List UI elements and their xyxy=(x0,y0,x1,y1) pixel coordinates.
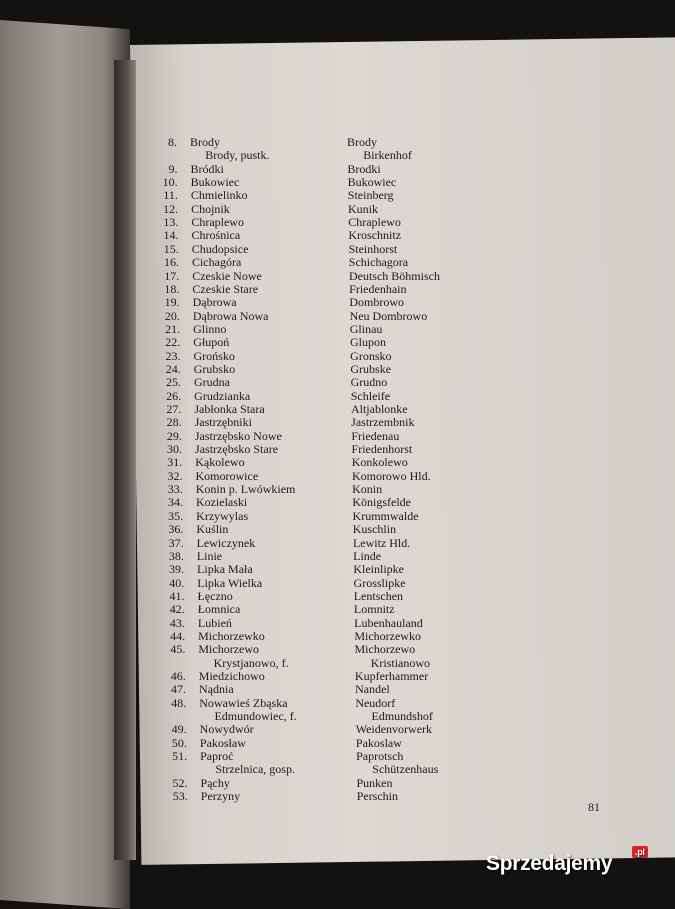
list-item xyxy=(0,215,675,229)
polish-name: Michorzewo xyxy=(198,642,260,657)
entry-number: 12. xyxy=(163,201,179,216)
entry-number: 14. xyxy=(163,228,179,243)
polish-name: Dąbrowa xyxy=(192,295,237,310)
list-item xyxy=(0,736,675,750)
polish-name: Pąchy xyxy=(200,775,230,790)
list-item xyxy=(0,429,675,443)
german-name: Friedenau xyxy=(351,428,400,443)
entry-number: 47. xyxy=(171,682,187,697)
list-item xyxy=(0,629,675,643)
polish-name: Komorowice xyxy=(195,468,259,483)
german-name: Brody xyxy=(347,135,377,149)
german-name: Altjablonke xyxy=(350,402,408,416)
entry-number: 17. xyxy=(164,268,180,283)
polish-name: Chudopsice xyxy=(191,241,249,256)
german-name: Friedenhorst xyxy=(351,442,413,457)
german-name: Kuschlin xyxy=(352,522,397,537)
german-name: Königsfelde xyxy=(352,495,411,510)
german-name: Dombrowo xyxy=(349,295,405,310)
german-name: Steinberg xyxy=(347,188,394,203)
polish-name: Chmielinko xyxy=(190,188,248,203)
watermark-text: Sprzedajemy xyxy=(486,852,613,875)
list-item xyxy=(0,776,675,790)
entry-number: 42. xyxy=(169,602,185,617)
page-number: 81 xyxy=(588,800,600,814)
entry-number: 9. xyxy=(168,161,178,176)
list-item xyxy=(0,295,675,309)
polish-name: Dąbrowa Nowa xyxy=(192,308,269,323)
german-name: Kupferhammer xyxy=(354,669,429,683)
german-name: Edmundshof xyxy=(371,709,433,724)
entry-number: 33. xyxy=(167,482,183,497)
entry-number: 22. xyxy=(165,335,181,350)
list-item xyxy=(0,309,675,323)
german-name: Lubenhauland xyxy=(354,615,423,630)
german-name: Michorzewko xyxy=(354,628,421,643)
entry-number: 35. xyxy=(168,508,184,523)
polish-name: Linie xyxy=(196,548,223,563)
list-item xyxy=(0,269,675,283)
list-item xyxy=(0,642,675,656)
german-name: Grudno xyxy=(350,375,388,390)
list-item xyxy=(0,362,675,376)
entry-number: 32. xyxy=(167,468,183,483)
polish-name: Jastrzębsko Nowe xyxy=(194,428,282,443)
polish-name: Paproć xyxy=(200,749,234,764)
list-item xyxy=(0,135,675,149)
polish-name: Kozielaski xyxy=(195,495,248,510)
german-name: Neudorf xyxy=(355,695,396,710)
entry-number: 8. xyxy=(168,135,177,149)
polish-name: Nowawieś Zbąska xyxy=(199,695,288,710)
entry-number: 40. xyxy=(169,575,185,590)
polish-name: Edmundowiec, f. xyxy=(214,709,297,724)
list-item xyxy=(0,562,675,576)
german-name: Bukowiec xyxy=(347,175,397,190)
polish-name: Chrośnica xyxy=(191,228,241,243)
polish-name: Krzywylas xyxy=(196,508,249,523)
list-item xyxy=(0,722,675,736)
german-name: Komorowo Hld. xyxy=(351,468,431,483)
german-name: Kleinlipke xyxy=(353,562,404,577)
entry-number: 38. xyxy=(168,548,184,563)
polish-name: Konin p. Lwówkiem xyxy=(195,482,296,497)
list-item xyxy=(0,469,675,483)
list-item xyxy=(0,202,675,216)
entry-number: 26. xyxy=(166,388,182,403)
entry-number: 41. xyxy=(169,588,185,603)
polish-name: Kuślin xyxy=(196,522,229,537)
german-name: Brodki xyxy=(347,161,381,176)
polish-name: Brody, pustk. xyxy=(205,148,270,163)
german-name: Friedenhain xyxy=(349,281,407,296)
list-item xyxy=(0,656,675,670)
list-item xyxy=(0,442,675,456)
list-item xyxy=(0,455,675,469)
list-item xyxy=(0,402,675,416)
german-name: Glinau xyxy=(349,321,383,336)
entry-number: 37. xyxy=(168,535,184,550)
polish-name: Strzelnica, gosp. xyxy=(215,762,295,777)
polish-name: Czeskie Stare xyxy=(192,281,259,296)
german-name: Linde xyxy=(353,548,382,563)
list-item xyxy=(0,589,675,603)
german-name: Konkolewo xyxy=(351,455,408,470)
german-name: Lomnitz xyxy=(353,602,395,617)
german-name: Lentschen xyxy=(353,588,404,603)
entry-number: 31. xyxy=(167,455,183,470)
list-item xyxy=(0,188,675,202)
list-item xyxy=(0,522,675,536)
entry-number: 18. xyxy=(164,281,180,296)
entry-number: 34. xyxy=(167,495,183,510)
entry-number: 44. xyxy=(170,628,186,643)
polish-name: Głupoń xyxy=(193,335,230,350)
polish-name: Grubsko xyxy=(193,361,236,376)
polish-name: Chraplewo xyxy=(191,215,244,230)
list-item xyxy=(0,669,675,683)
german-name: Kroschnitz xyxy=(348,228,402,243)
polish-name: Nądnia xyxy=(199,682,234,697)
german-name: Glupon xyxy=(349,335,386,350)
polish-name: Chojnik xyxy=(191,201,230,216)
entry-number: 13. xyxy=(163,215,179,230)
german-name: Weidenvorwerk xyxy=(355,722,433,737)
entry-number: 28. xyxy=(166,415,182,430)
list-item xyxy=(0,509,675,523)
list-item xyxy=(0,282,675,296)
entry-number: 15. xyxy=(163,241,179,256)
german-name: Lewitz Hld. xyxy=(352,535,411,550)
entry-number: 30. xyxy=(167,442,183,457)
list-item xyxy=(0,389,675,403)
polish-name: Lipka Mała xyxy=(197,562,253,577)
list-item xyxy=(0,616,675,630)
entry-number: 23. xyxy=(165,348,181,363)
entry-number: 27. xyxy=(166,402,182,416)
entry-number: 20. xyxy=(164,308,180,323)
list-item xyxy=(0,375,675,389)
list-item xyxy=(0,749,675,763)
entry-number: 16. xyxy=(163,255,179,270)
german-name: Paprotsch xyxy=(356,749,404,764)
entry-number: 52. xyxy=(172,775,188,790)
list-item xyxy=(0,162,675,176)
entry-number: 43. xyxy=(169,615,185,630)
entry-number: 19. xyxy=(164,295,180,310)
polish-name: Perzyny xyxy=(200,789,241,804)
polish-name: Pakosław xyxy=(199,735,246,750)
polish-name: Jastrzębsko Stare xyxy=(195,442,279,457)
entry-number: 39. xyxy=(169,562,185,577)
entry-number: 21. xyxy=(165,321,181,336)
polish-name: Brody xyxy=(190,135,220,149)
list-item xyxy=(0,576,675,590)
german-name: Konin xyxy=(352,482,383,497)
list-item xyxy=(0,682,675,696)
polish-name: Kąkolewo xyxy=(195,455,245,470)
polish-name: Jastrzębniki xyxy=(194,415,252,430)
german-name: Schützenhaus xyxy=(372,762,439,777)
german-name: Michorzewo xyxy=(354,642,416,657)
entry-number: 24. xyxy=(165,361,181,376)
list-item xyxy=(0,322,675,336)
entry-number: 29. xyxy=(166,428,182,443)
german-name: Kristianowo xyxy=(370,655,431,670)
german-name: Kunik xyxy=(347,201,378,216)
list-item xyxy=(0,242,675,256)
polish-name: Glinno xyxy=(193,321,227,336)
list-item xyxy=(0,415,675,429)
german-name: Pakoslaw xyxy=(355,735,402,750)
polish-name: Grudzianka xyxy=(194,388,251,403)
entry-number: 36. xyxy=(168,522,184,537)
list-item xyxy=(0,175,675,189)
polish-name: Bródki xyxy=(190,161,224,176)
polish-name: Lewiczynek xyxy=(196,535,256,550)
polish-name: Grońsko xyxy=(193,348,235,363)
entry-number: 11. xyxy=(163,188,178,203)
polish-name: Nowydwór xyxy=(199,722,254,737)
polish-name: Miedzichowo xyxy=(198,669,265,683)
german-name: Neu Dombrowo xyxy=(349,308,428,323)
list-item xyxy=(0,696,675,710)
german-name: Schichagora xyxy=(348,255,409,270)
polish-name: Łęczno xyxy=(197,588,233,603)
german-name: Perschin xyxy=(356,789,399,804)
german-name: Steinhorst xyxy=(348,241,398,256)
polish-name: Łomnica xyxy=(197,602,241,617)
german-name: Schleife xyxy=(350,388,391,403)
list-item xyxy=(0,148,675,162)
polish-name: Lubień xyxy=(197,615,232,630)
polish-name: Michorzewko xyxy=(198,628,265,643)
entry-number: 46. xyxy=(170,669,186,683)
german-name: Grosslipke xyxy=(353,575,406,590)
list-item xyxy=(0,762,675,776)
german-name: Jastrzembnik xyxy=(351,415,415,430)
polish-name: Cichagóra xyxy=(191,255,242,270)
watermark-logo xyxy=(486,847,645,876)
polish-name: Bukowiec xyxy=(190,175,240,190)
polish-name: Grudna xyxy=(193,375,230,390)
german-name: Krummwalde xyxy=(352,508,419,523)
entry-number: 25. xyxy=(165,375,181,390)
list-item xyxy=(0,255,675,269)
list-item xyxy=(0,709,675,723)
entry-number: 53. xyxy=(172,789,188,804)
polish-name: Lipka Wielka xyxy=(197,575,263,590)
list-item xyxy=(0,789,675,803)
german-name: Grubske xyxy=(350,361,392,376)
watermark-badge: .pl xyxy=(632,846,648,858)
list-item xyxy=(0,335,675,349)
polish-name: Krystjanowo, f. xyxy=(213,655,289,670)
german-name: Gronsko xyxy=(350,348,392,363)
list-item xyxy=(0,495,675,509)
german-name: Punken xyxy=(356,775,393,790)
list-item xyxy=(0,549,675,563)
german-name: Birkenhof xyxy=(363,148,412,163)
list-item xyxy=(0,602,675,616)
entry-number: 10. xyxy=(162,175,178,190)
polish-name: Czeskie Nowe xyxy=(192,268,262,283)
list-item xyxy=(0,228,675,242)
polish-name: Jabłonka Stara xyxy=(194,402,265,416)
entry-number: 50. xyxy=(171,735,187,750)
list-item xyxy=(0,349,675,363)
entry-number: 45. xyxy=(170,642,186,657)
entry-number: 51. xyxy=(172,749,188,764)
list-item xyxy=(0,482,675,496)
german-name: Chraplewo xyxy=(348,215,401,230)
list-item xyxy=(0,536,675,550)
entry-number: 48. xyxy=(171,695,187,710)
german-name: Nandel xyxy=(355,682,390,697)
german-name: Deutsch Böhmisch xyxy=(348,268,440,283)
entry-number: 49. xyxy=(171,722,187,737)
